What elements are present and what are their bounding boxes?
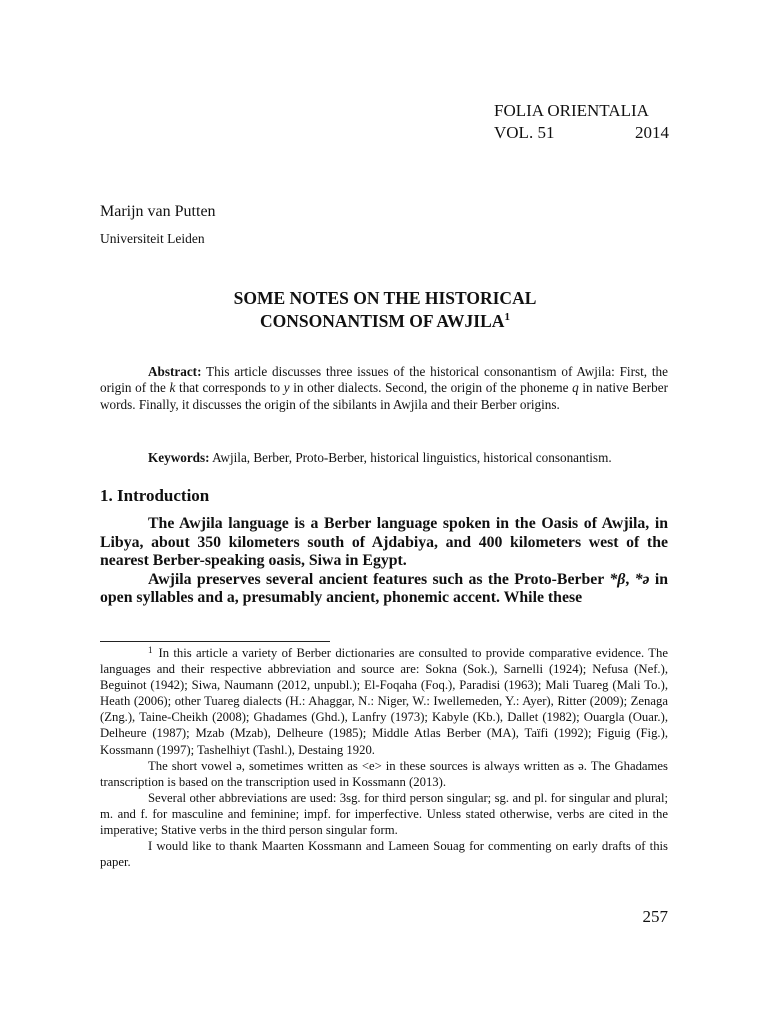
- footnote-paragraph-2: The short vowel ə, sometimes written as <e> in these sources is always written as ə. The Ghadames transcription is based on the transcription used in Kossmann (2013).: [100, 758, 668, 789]
- author-name: Marijn van Putten: [100, 203, 216, 220]
- footnote-paragraph-3: Several other abbreviations are used: 3sg. for third person singular; sg. and pl. for singular and plural; m. and f. for masculine and feminine; impf. for imperfective. Unless stated otherwise, verbs are cited in the imperative; Stative verbs in the third person singular form.: [100, 790, 668, 838]
- keywords: [148, 450, 668, 466]
- abstract-y: y: [283, 380, 290, 396]
- abstract-text-3: in other dialects. Second, the origin of the phoneme: [289, 380, 573, 396]
- paper-title: [100, 287, 670, 333]
- journal-year: 2014: [635, 123, 669, 142]
- footnotes: [100, 645, 668, 870]
- abstract-text-1: This article discusses three issues of the historical consonantism of Awjila: First, the origin of the: [100, 364, 668, 396]
- footnote-1: [100, 645, 668, 758]
- footnote-paragraph-4: I would like to thank Maarten Kossmann and Lameen Souag for commenting on early drafts of this paper.: [100, 839, 668, 870]
- keywords-label: Keywords:: [148, 450, 210, 465]
- title-line-1: SOME NOTES ON THE HISTORICAL: [233, 288, 537, 308]
- journal-name: FOLIA ORIENTALIA: [494, 101, 649, 120]
- body-text: [100, 515, 668, 608]
- journal-volume-row: [494, 122, 669, 144]
- abstract-q: q: [572, 380, 579, 396]
- journal-header: [494, 100, 669, 144]
- body-paragraph-2-sep: ,: [625, 570, 635, 588]
- footnote-divider: [100, 641, 330, 642]
- abstract: [100, 364, 668, 413]
- body-paragraph-2: [100, 571, 668, 608]
- title-line-2-text: CONSONANTISM OF AWJILA: [260, 311, 505, 331]
- page-number: 257: [642, 907, 668, 926]
- section-heading: 1. Introduction: [100, 486, 210, 505]
- title-footnote-mark[interactable]: 1: [504, 311, 510, 323]
- footnote-mark: 1: [148, 645, 153, 655]
- journal-volume: VOL. 51: [494, 123, 555, 142]
- footnote-1-text: In this article a variety of Berber dictionaries are consulted to provide comparative evidence. The languages and their respective abbreviation and source are: Sokna (Sok.), Sarnelli (1924); Nefusa (Nef.), Beguinot (1942); Siwa, Naumann (2012, unpubl.); El-Foqaha (Foq.), Paradisi (1963); Mali Tuareg (Mali To.), Heath (2006); other Tuareg dialects (H.: Ahaggar, N.: Niger, W.: Iwellemeden, Y.: Ayer), Ritter (2009); Zenaga (Zng.), Taine-Cheikh (2008); Ghadames (Ghd.), Lanfry (1973); Kabyle (Kb.), Dallet (1982); Ouargla (Ouar.), Delheure (1987); Mzab (Mzab), Delheure (1985); Middle Atlas Berber (MA), Taïfi (1992); Figuig (Fig.), Kossmann (1997); Tashelhiyt (Tashl.), Destaing 1920.: [100, 646, 668, 757]
- body-beta: *β: [609, 570, 626, 588]
- body-paragraph-2-text-a: Awjila preserves several ancient features such as the Proto-Berber: [148, 570, 610, 588]
- body-paragraph-1: The Awjila language is a Berber language spoken in the Oasis of Awjila, in Libya, about 350 kilometers south of Ajdabiya, and 400 kilometers west of the nearest Berber-speaking oasis, Siwa in Egypt.: [100, 515, 668, 570]
- abstract-label: Abstract:: [148, 364, 202, 379]
- abstract-text-4: in native Berber words. Finally, it discusses the origin of the sibilants in Awjila and their Berber origins.: [100, 380, 668, 412]
- body-paragraph-2-text-b: in open syllables and a, presumably ancient, phonemic accent. While these: [100, 570, 668, 607]
- body-schwa: *ə: [634, 570, 650, 588]
- abstract-text-2: that corresponds to: [175, 380, 284, 396]
- title-line-2: [100, 310, 670, 333]
- abstract-k: k: [169, 380, 176, 396]
- keywords-text: Awjila, Berber, Proto-Berber, historical linguistics, historical consonantism.: [209, 450, 612, 465]
- author-affiliation: Universiteit Leiden: [100, 231, 205, 246]
